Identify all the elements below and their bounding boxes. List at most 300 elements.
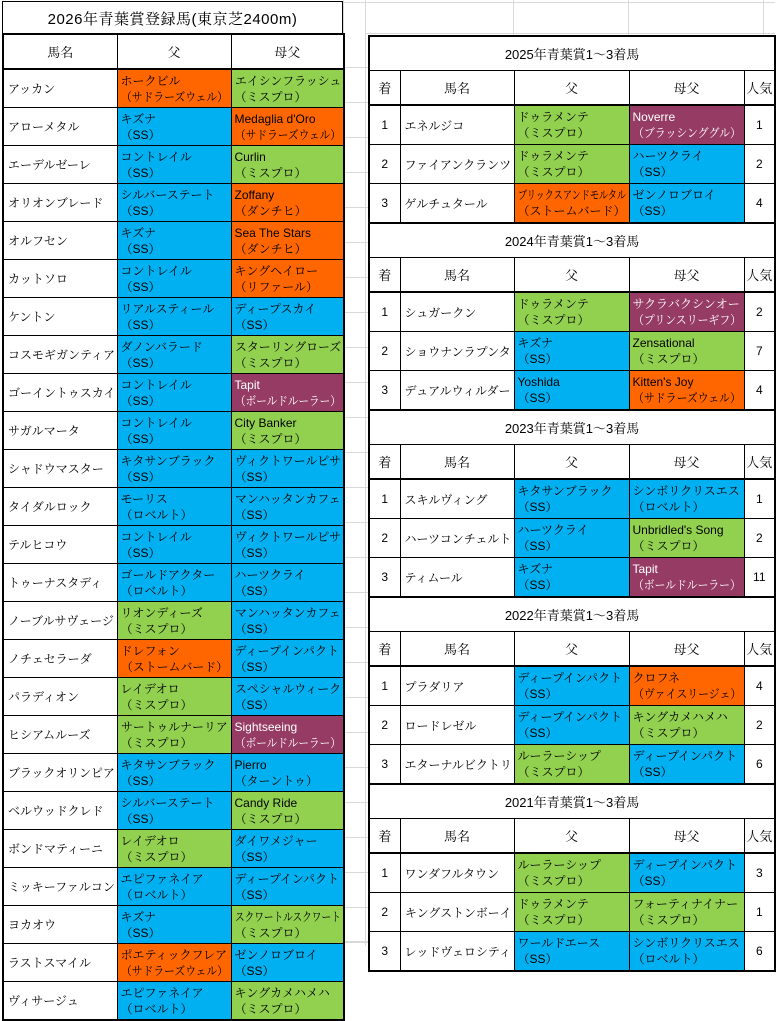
sire-cell [514, 706, 629, 745]
horse-name-cell: ノーブルサヴェージ [3, 602, 117, 640]
popularity-cell: 2 [744, 292, 775, 332]
rank-cell: 1 [369, 479, 400, 519]
popularity-cell: 6 [744, 932, 775, 972]
sire-lineage-line: （SS） [517, 578, 558, 592]
sire-cell [514, 292, 629, 332]
dam-sire-cell [629, 292, 744, 332]
sire-name-line: ディープインパクト [234, 871, 340, 886]
sire-lineage-line: （SS） [234, 469, 275, 484]
gridline [342, 452, 368, 453]
sire-lineage-line: （SS） [517, 687, 558, 701]
sire-name-line: キズナ [517, 562, 554, 576]
table-row [3, 184, 344, 222]
rank-cell: 2 [369, 145, 400, 184]
horse-name-cell: エネルジコ [400, 105, 514, 145]
table-row [3, 868, 344, 906]
sire-name-line: スターリングローズ [234, 339, 341, 354]
sire-name-line: Unbridled's Song [632, 523, 724, 537]
sire-lineage-line: （SS） [234, 659, 275, 674]
column-header: 人気 [744, 445, 775, 480]
sire-cell [117, 526, 231, 564]
column-header: 着 [369, 819, 400, 854]
table-row [3, 754, 344, 792]
history-header-row [369, 258, 775, 293]
sire-lineage-line: （ミスプロ） [234, 89, 307, 104]
dam-sire-cell [231, 982, 344, 1021]
column-header: 母父 [629, 71, 744, 106]
column-header: 母父 [629, 632, 744, 667]
column-header: 馬名 [400, 819, 514, 854]
rank-cell: 1 [369, 853, 400, 893]
sire-lineage-line: （ロベルト） [632, 500, 705, 514]
sire-name-line: キズナ [120, 225, 157, 240]
sire-name-line: ダイワメジャー [234, 833, 318, 848]
gridline [342, 207, 368, 208]
table-row [3, 222, 344, 260]
history-header-row [369, 819, 775, 854]
sire-name-line: ハーツクライ [632, 149, 704, 163]
sire-cell [117, 716, 231, 754]
dam-sire-cell [231, 754, 344, 792]
sire-lineage-line: （ダンチヒ） [234, 203, 307, 218]
dam-sire-cell [629, 479, 744, 519]
gridline [342, 312, 368, 313]
sire-name-line: レイデオロ [120, 681, 180, 696]
column-header: 人気 [744, 632, 775, 667]
sire-name-line: ポエティックフレア [120, 947, 228, 962]
sire-lineage-line: （サドラーズウェル） [632, 391, 741, 405]
sire-name-line: ディープインパクト [517, 710, 623, 724]
sire-lineage-line: （ミスプロ） [234, 355, 307, 370]
dam-sire-cell [629, 853, 744, 893]
table-row [3, 108, 344, 146]
sire-name-line: コントレイル [120, 415, 192, 430]
sire-name-line: コントレイル [120, 263, 192, 278]
sire-name-line: ハーツクライ [517, 523, 589, 537]
gridline [342, 697, 368, 698]
sire-name-line: City Banker [234, 415, 297, 430]
dam-sire-cell [231, 640, 344, 678]
horse-name-cell: アッカン [3, 69, 117, 108]
sire-lineage-line: （SS） [120, 165, 161, 180]
sire-cell [117, 868, 231, 906]
sire-lineage-line: （SS） [517, 500, 558, 514]
column-header: 馬名 [400, 258, 514, 293]
horse-name-cell: ゲルチュタール [400, 184, 514, 224]
registry-header-row [3, 34, 344, 69]
sire-name-line: ドゥラメンテ [517, 110, 589, 124]
table-row [3, 640, 344, 678]
table-row [3, 146, 344, 184]
sire-cell [514, 371, 629, 411]
sire-lineage-line: （ミスプロ） [234, 925, 307, 940]
table-row [369, 184, 775, 224]
sire-name-line: ドゥラメンテ [517, 149, 589, 163]
horse-name-cell: アローメタル [3, 108, 117, 146]
gridline [342, 242, 368, 243]
horse-name-cell: プラダリア [400, 666, 514, 706]
gridline [342, 732, 368, 733]
sire-cell [514, 184, 629, 224]
sire-name-line: ワールドエース [517, 936, 601, 950]
sire-name-line: キタサンブラック [120, 757, 216, 772]
dam-sire-cell [629, 706, 744, 745]
gridline [342, 382, 368, 383]
sire-name-line: ディープスカイ [234, 301, 317, 316]
column-header: 父 [514, 819, 629, 854]
sire-name-line: Sea The Stars [234, 225, 311, 240]
table-row [369, 932, 775, 972]
horse-name-cell: ブラックオリンピア [3, 754, 117, 792]
sire-lineage-line: （ボールドルーラー） [234, 735, 341, 750]
horse-name-cell: ノチェセラーダ [3, 640, 117, 678]
sire-lineage-line: （SS） [120, 773, 161, 788]
section-title: 2021年青葉賞1～3着馬 [369, 784, 775, 819]
table-row [369, 292, 775, 332]
gridline [342, 67, 368, 68]
sire-name-line: ディープインパクト [632, 749, 738, 763]
rank-cell: 2 [369, 893, 400, 932]
horse-name-cell: スキルヴィング [400, 479, 514, 519]
sire-name-line: サートゥルナーリア [120, 719, 228, 734]
sire-name-line: リアルスティール [120, 301, 215, 316]
rank-cell: 1 [369, 292, 400, 332]
horse-name-cell: ワンダフルタウン [400, 853, 514, 893]
column-header: 人気 [744, 71, 775, 106]
table-row [3, 678, 344, 716]
table-row [369, 479, 775, 519]
gridline [342, 802, 368, 803]
horse-name-cell: オルフセン [3, 222, 117, 260]
sire-lineage-line: （ミスプロ） [120, 621, 193, 636]
sire-lineage-line: （ミスプロ） [234, 1001, 307, 1016]
sire-lineage-line: （SS） [632, 165, 673, 179]
table-row [369, 105, 775, 145]
sire-cell [117, 678, 231, 716]
dam-sire-cell [629, 371, 744, 411]
sire-name-line: レイデオロ [120, 833, 180, 848]
rank-cell: 1 [369, 666, 400, 706]
sire-lineage-line: （SS） [632, 874, 673, 888]
dam-sire-cell [629, 145, 744, 184]
gridline [513, 0, 514, 35]
gridline [342, 277, 368, 278]
sire-lineage-line: （ターントゥ） [234, 773, 318, 788]
dam-sire-cell [231, 868, 344, 906]
sire-lineage-line: （SS） [632, 765, 673, 779]
sire-name-line: ディープインパクト [517, 671, 623, 685]
dam-sire-cell [231, 146, 344, 184]
popularity-cell: 1 [744, 893, 775, 932]
sire-name-line: シルバーステート [120, 187, 215, 202]
sire-name-line: Candy Ride [234, 795, 298, 810]
sire-lineage-line: （リファール） [234, 279, 319, 294]
sire-name-line: キングカメハメハ [234, 985, 330, 1000]
table-row [3, 982, 344, 1021]
popularity-cell: 1 [744, 105, 775, 145]
dam-sire-cell [629, 666, 744, 706]
sire-name-line: ヴィクトワールピサ [234, 529, 341, 544]
sire-cell [514, 145, 629, 184]
sire-name-line: ディープインパクト [632, 858, 738, 872]
popularity-cell: 4 [744, 666, 775, 706]
history-table [368, 35, 776, 972]
table-row [3, 526, 344, 564]
section-title: 2022年青葉賞1～3着馬 [369, 597, 775, 632]
dam-sire-cell [231, 944, 344, 982]
dam-sire-cell [629, 745, 744, 785]
dam-sire-cell [231, 678, 344, 716]
popularity-cell: 4 [744, 371, 775, 411]
dam-sire-cell [231, 450, 344, 488]
section-title-row [369, 223, 775, 258]
sire-lineage-line: （SS） [517, 352, 558, 366]
dam-sire-cell [629, 893, 744, 932]
sire-name-line: ルーラーシップ [517, 858, 602, 872]
sire-lineage-line: （サドラーズウェル） [120, 963, 228, 978]
sire-lineage-line: （SS） [632, 204, 673, 218]
sire-lineage-line: （ミスプロ） [632, 352, 705, 366]
sire-name-line: ディープインパクト [234, 643, 340, 658]
dam-sire-cell [231, 602, 344, 640]
horse-name-cell: ティムール [400, 558, 514, 598]
table-row [3, 944, 344, 982]
sire-lineage-line: （ミスプロ） [632, 913, 705, 927]
dam-sire-cell [231, 184, 344, 222]
sire-name-line: Curlin [234, 149, 266, 164]
column-header: 母父 [629, 819, 744, 854]
horse-name-cell: トゥーナスタディ [3, 564, 117, 602]
table-row [369, 519, 775, 558]
horse-name-cell: デュアルウィルダー [400, 371, 514, 411]
rank-cell: 2 [369, 332, 400, 371]
rank-cell: 1 [369, 105, 400, 145]
sire-name-line: キタサンブラック [517, 484, 613, 498]
sire-lineage-line: （ボールドルーラー） [632, 578, 741, 592]
gridline [342, 592, 368, 593]
column-header: 父 [514, 445, 629, 480]
sire-name-line: キズナ [120, 909, 157, 924]
sire-name-line: リオンディーズ [120, 605, 203, 620]
history-header-row [369, 71, 775, 106]
gridline [342, 522, 368, 523]
table-row [369, 145, 775, 184]
table-row [3, 374, 344, 412]
sire-name-line: コントレイル [120, 149, 192, 164]
gridline [342, 872, 368, 873]
rank-cell: 3 [369, 184, 400, 224]
sire-lineage-line: （ミスプロ） [234, 811, 307, 826]
sire-name-line: コントレイル [120, 377, 192, 392]
sire-lineage-line: （SS） [120, 127, 161, 142]
table-row [3, 906, 344, 944]
sire-lineage-line: （SS） [120, 431, 161, 446]
column-header: 人気 [744, 258, 775, 293]
sire-lineage-line: （SS） [120, 545, 161, 560]
gridline [342, 942, 368, 943]
sire-lineage-line: （SS） [517, 391, 558, 405]
sire-cell [117, 412, 231, 450]
horse-name-cell: ヨカオウ [3, 906, 117, 944]
horse-name-cell: コスモギガンティア [3, 336, 117, 374]
column-header: 馬名 [3, 34, 117, 69]
sire-name-line: Pierro [234, 757, 267, 772]
column-header: 馬名 [400, 445, 514, 480]
gridline [342, 172, 368, 173]
sire-cell [514, 558, 629, 598]
sire-cell [117, 754, 231, 792]
registry-table [2, 33, 345, 1021]
dam-sire-cell [231, 792, 344, 830]
sire-cell [117, 450, 231, 488]
dam-sire-cell [629, 519, 744, 558]
sire-lineage-line: （ストームバード） [120, 659, 228, 674]
sire-lineage-line: （ストームバード） [517, 204, 626, 218]
popularity-cell: 7 [744, 332, 775, 371]
gridline [365, 0, 366, 946]
column-header: 馬名 [400, 71, 514, 106]
gridline [342, 347, 368, 348]
sire-lineage-line: （ロベルト） [120, 1001, 193, 1016]
sire-lineage-line: （ヴァイスリージェ） [632, 687, 741, 701]
column-header: 着 [369, 258, 400, 293]
gridline [342, 557, 368, 558]
column-header: 馬名 [400, 632, 514, 667]
sire-name-line: ヴィクトワールピサ [234, 453, 341, 468]
rank-cell: 3 [369, 558, 400, 598]
sire-lineage-line: （SS） [517, 952, 558, 966]
sire-cell [514, 745, 629, 785]
sire-cell [117, 906, 231, 944]
section-title: 2025年青葉賞1～3着馬 [369, 36, 775, 71]
dam-sire-cell [231, 906, 344, 944]
sire-lineage-line: （プリンスリーギフ） [632, 313, 741, 327]
section-title: 2023年青葉賞1～3着馬 [369, 410, 775, 445]
sire-lineage-line: （ミスプロ） [517, 165, 590, 179]
dam-sire-cell [231, 298, 344, 336]
table-row [369, 666, 775, 706]
sire-lineage-line: （SS） [120, 393, 161, 408]
sire-name-line: Kitten's Joy [632, 375, 694, 389]
gridline [628, 0, 629, 35]
dam-sire-cell [231, 412, 344, 450]
sire-name-line: モーリス [120, 491, 168, 506]
sire-lineage-line: （ボールドルーラー） [234, 393, 341, 408]
table-row [3, 450, 344, 488]
dam-sire-cell [231, 336, 344, 374]
sire-cell [117, 298, 231, 336]
gridline [342, 837, 368, 838]
table-row [3, 412, 344, 450]
gridline [342, 417, 368, 418]
sire-lineage-line: （ロベルト） [120, 507, 193, 522]
sire-name-line: Medaglia d'Oro [234, 111, 316, 126]
rank-cell: 3 [369, 371, 400, 411]
sire-lineage-line: （SS） [120, 317, 161, 332]
sire-name-line: スペシャルウィーク [234, 681, 341, 696]
sire-cell [117, 640, 231, 678]
sire-lineage-line: （SS） [234, 317, 275, 332]
dam-sire-cell [231, 69, 344, 108]
sire-cell [514, 853, 629, 893]
popularity-cell: 2 [744, 706, 775, 745]
table-row [369, 332, 775, 371]
sire-lineage-line: （SS） [234, 507, 275, 522]
table-row [3, 336, 344, 374]
sire-name-line: キズナ [120, 111, 157, 126]
sire-lineage-line: （サドラーズウェル） [120, 89, 228, 104]
dam-sire-cell [231, 488, 344, 526]
sire-name-line: クロフネ [632, 671, 681, 685]
sire-lineage-line: （ミスプロ） [632, 726, 705, 740]
sire-lineage-line: （SS） [234, 621, 275, 636]
sire-name-line: ゼンノロブロイ [234, 947, 318, 962]
sire-name-line: ハーツクライ [234, 567, 306, 582]
dam-sire-cell [231, 260, 344, 298]
sire-name-line: ホークビル [120, 73, 181, 88]
horse-name-cell: レッドヴェロシティ [400, 932, 514, 972]
sire-cell [117, 184, 231, 222]
dam-sire-cell [231, 222, 344, 260]
page-title: 2026年青葉賞登録馬(東京芝2400m) [2, 1, 343, 34]
dam-sire-cell [231, 716, 344, 754]
sire-lineage-line: （ミスプロ） [517, 913, 590, 927]
section-title-row [369, 36, 775, 71]
sire-cell [514, 479, 629, 519]
horse-name-cell: パラディオン [3, 678, 117, 716]
sire-lineage-line: （SS） [120, 469, 161, 484]
rank-cell: 2 [369, 706, 400, 745]
sire-name-line: ゼンノロブロイ [632, 188, 716, 202]
gridline [342, 662, 368, 663]
dam-sire-cell [629, 105, 744, 145]
sire-cell [514, 893, 629, 932]
rank-cell: 3 [369, 932, 400, 972]
sire-lineage-line: （ミスプロ） [120, 735, 193, 750]
sire-lineage-line: （ロベルト） [632, 952, 705, 966]
table-row [369, 558, 775, 598]
sire-cell [117, 488, 231, 526]
section-title-row [369, 597, 775, 632]
horse-name-cell: ラストスマイル [3, 944, 117, 982]
horse-name-cell: ロードレゼル [400, 706, 514, 745]
sire-lineage-line: （SS） [234, 887, 275, 902]
sire-name-line: エピファネイア [120, 985, 204, 1000]
sire-lineage-line: （SS） [120, 241, 161, 256]
sire-lineage-line: （ダンチヒ） [234, 241, 307, 256]
horse-name-cell: エーデルゼーレ [3, 146, 117, 184]
sire-name-line: キズナ [517, 336, 554, 350]
column-header: 母父 [231, 34, 344, 69]
table-row [3, 792, 344, 830]
horse-name-cell: ファイアンクランツ [400, 145, 514, 184]
sire-lineage-line: （SS） [120, 355, 161, 370]
dam-sire-cell [231, 108, 344, 146]
sire-cell [117, 108, 231, 146]
sire-name-line: Tapit [632, 562, 658, 576]
gridline [342, 2, 775, 3]
horse-name-cell: ヴィサージュ [3, 982, 117, 1021]
horse-name-cell: ミッキーファルコン [3, 868, 117, 906]
sire-name-line: Yoshida [517, 375, 560, 389]
sire-lineage-line: （SS） [517, 726, 558, 740]
sire-lineage-line: （ミスプロ） [517, 313, 590, 327]
sire-name-line: キタサンブラック [120, 453, 216, 468]
sire-cell [117, 69, 231, 108]
table-row [369, 371, 775, 411]
sire-name-line: サクラバクシンオー [632, 297, 740, 311]
sire-cell [117, 792, 231, 830]
